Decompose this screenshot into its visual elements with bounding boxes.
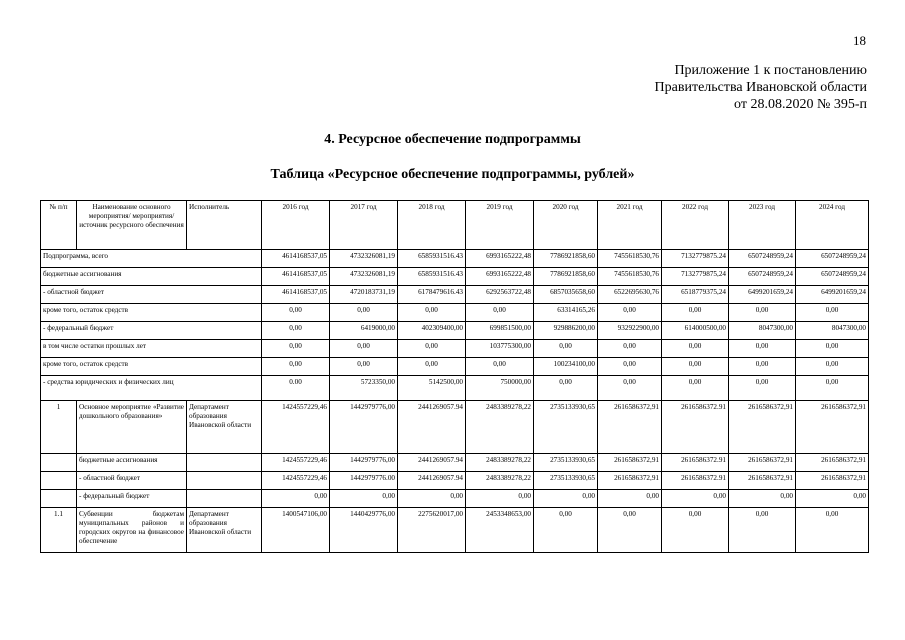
table-row-item-1	[41, 401, 869, 454]
value-cell: 0,00	[534, 340, 598, 358]
value-cell: 932922900,00	[598, 322, 662, 340]
value-cell: 0,00	[662, 304, 729, 322]
value-cell: 6499201659,24	[796, 286, 869, 304]
item-number: 1	[41, 401, 77, 454]
value-cell: 2735133930,65	[534, 401, 598, 454]
value-cell: 6507248959,24	[796, 250, 869, 268]
value-cell: 5723350,00	[330, 376, 398, 401]
value-cell: 7786921858,60	[534, 250, 598, 268]
value-cell: 7455618530,76	[598, 250, 662, 268]
value-cell: 0,00	[729, 490, 796, 508]
header-cell: 2018 год	[398, 201, 466, 250]
header-cell: № п/п	[41, 201, 77, 250]
value-cell: 6518779375,24	[662, 286, 729, 304]
item-executor: Департамент образования Ивановской области	[187, 401, 262, 454]
value-cell: 0,00	[729, 376, 796, 401]
appendix-note	[655, 62, 867, 113]
value-cell: 2483389278,22	[466, 472, 534, 490]
empty-cell	[187, 490, 262, 508]
value-cell: 2453348653,00	[466, 508, 534, 553]
value-cell: 0,00	[598, 376, 662, 401]
empty-cell	[41, 454, 77, 472]
empty-cell	[187, 454, 262, 472]
value-cell: 4614168537,05	[262, 250, 330, 268]
item-1-1-rows	[41, 508, 869, 553]
value-cell: 0,00	[262, 322, 330, 340]
table-row	[41, 340, 869, 358]
value-cell: 4614168537,05	[262, 268, 330, 286]
value-cell: 0,00	[598, 304, 662, 322]
value-cell: 0,00	[398, 340, 466, 358]
value-cell: 0,00	[534, 508, 598, 553]
item-name: Основное мероприятие «Развитие дошкольного образования»	[77, 401, 187, 454]
value-cell: 7786921858,60	[534, 268, 598, 286]
header-cell: 2017 год	[330, 201, 398, 250]
value-cell: 2616586372,91	[796, 401, 869, 454]
value-cell: 2616586372,91	[598, 472, 662, 490]
value-cell: 614000500,00	[662, 322, 729, 340]
value-cell: 1424557229,46	[262, 401, 330, 454]
value-cell: 0,00	[796, 358, 869, 376]
value-cell: 0,00	[729, 358, 796, 376]
value-cell: 1442979776.00	[330, 472, 398, 490]
value-cell: 402309400,00	[398, 322, 466, 340]
value-cell: 0,00	[466, 304, 534, 322]
table-row	[41, 472, 869, 490]
value-cell: 0,00	[330, 490, 398, 508]
value-cell: 6993165222,48	[466, 268, 534, 286]
item-name: Субвенции бюджетам муниципальных районов и городских округов на финансовое обеспечение	[77, 508, 187, 553]
header-cell: 2024 год	[796, 201, 869, 250]
table-row	[41, 376, 869, 401]
value-cell: 0,00	[330, 340, 398, 358]
row-label: в том числе остатки прошлых лет	[41, 340, 262, 358]
value-cell: 2616586372,91	[729, 401, 796, 454]
value-cell: 6292563722,48	[466, 286, 534, 304]
value-cell: 0,00	[729, 340, 796, 358]
value-cell: 0,00	[398, 304, 466, 322]
row-label: - областной бюджет	[77, 472, 187, 490]
value-cell: 0,00	[662, 358, 729, 376]
row-label: - федеральный бюджет	[77, 490, 187, 508]
empty-cell	[41, 472, 77, 490]
value-cell: 6993165222,48	[466, 250, 534, 268]
value-cell: 2616586372,91	[598, 454, 662, 472]
value-cell: 4732326081,19	[330, 268, 398, 286]
value-cell: 0.00	[262, 376, 330, 401]
header-cell: 2023 год	[729, 201, 796, 250]
value-cell: 0,00	[262, 304, 330, 322]
value-cell: 0,00	[598, 490, 662, 508]
appendix-line-3: от 28.08.2020 № 395-п	[734, 97, 867, 112]
header-cell: Наименование основного мероприятия/ мероприятия/источник ресурсного обеспечения	[77, 201, 187, 250]
header-cell: 2016 год	[262, 201, 330, 250]
value-cell: 0,00	[796, 304, 869, 322]
value-cell: 8047300,00	[796, 322, 869, 340]
value-cell: 6585931516.43	[398, 268, 466, 286]
value-cell: 0,00	[662, 340, 729, 358]
value-cell: 2441269057.94	[398, 472, 466, 490]
value-cell: 2616586372,91	[729, 454, 796, 472]
value-cell: 0,00	[598, 358, 662, 376]
value-cell: 2616586372,91	[796, 454, 869, 472]
value-cell: 1442979776,00	[330, 454, 398, 472]
empty-cell	[41, 490, 77, 508]
header-cell: Исполнитель	[187, 201, 262, 250]
row-label: Подпрограмма, всего	[41, 250, 262, 268]
value-cell: 0,00	[398, 358, 466, 376]
appendix-line-1: Приложение 1 к постановлению	[674, 63, 867, 78]
value-cell: 8047300,00	[729, 322, 796, 340]
page-number: 18	[853, 33, 866, 48]
row-label: - областной бюджет	[41, 286, 262, 304]
value-cell: 0,00	[330, 358, 398, 376]
value-cell: 2441269057.94	[398, 454, 466, 472]
value-cell: 6178479616.43	[398, 286, 466, 304]
value-cell: 750000,00	[466, 376, 534, 401]
value-cell: 0,00	[398, 490, 466, 508]
value-cell: 2616586372,91	[729, 472, 796, 490]
value-cell: 4732326081,19	[330, 250, 398, 268]
value-cell: 63314165,26	[534, 304, 598, 322]
table-row	[41, 268, 869, 286]
header-cell: 2020 год	[534, 201, 598, 250]
value-cell: 2735133930,65	[534, 454, 598, 472]
value-cell: 2616586372.91	[662, 454, 729, 472]
value-cell: 2483389278,22	[466, 401, 534, 454]
value-cell: 6499201659,24	[729, 286, 796, 304]
value-cell: 1440429776,00	[330, 508, 398, 553]
value-cell: 0,00	[796, 508, 869, 553]
item-1-sub-rows	[41, 454, 869, 508]
table-row	[41, 358, 869, 376]
value-cell: 0,00	[662, 508, 729, 553]
table-row-item-1-1	[41, 508, 869, 553]
table-row	[41, 250, 869, 268]
row-label: - средства юридических и физических лиц	[41, 376, 262, 401]
item-rows	[41, 401, 869, 454]
value-cell: 0,00	[534, 490, 598, 508]
value-cell: 0,00	[796, 490, 869, 508]
value-cell: 103775300,00	[466, 340, 534, 358]
value-cell: 6585931516.43	[398, 250, 466, 268]
value-cell: 2735133930,65	[534, 472, 598, 490]
item-executor: Департамент образования Ивановской области	[187, 508, 262, 553]
value-cell: 2483389278,22	[466, 454, 534, 472]
value-cell: 6507248959,24	[729, 250, 796, 268]
table-row	[41, 454, 869, 472]
summary-rows	[41, 250, 869, 401]
value-cell: 0,00	[534, 376, 598, 401]
header-cell: 2019 год	[466, 201, 534, 250]
header-cell: 2021 год	[598, 201, 662, 250]
value-cell: 6507248959,24	[796, 268, 869, 286]
table-header-row	[41, 201, 869, 250]
value-cell: 0,00	[262, 490, 330, 508]
row-label: кроме того, остаток средств	[41, 358, 262, 376]
table-row	[41, 304, 869, 322]
header-cell: 2022 год	[662, 201, 729, 250]
table-row	[41, 322, 869, 340]
value-cell: 1424557229,46	[262, 454, 330, 472]
value-cell: 7132779875,24	[662, 268, 729, 286]
value-cell: 2616586372,91	[598, 401, 662, 454]
row-label: бюджетные ассигнования	[77, 454, 187, 472]
value-cell: 6857035658,60	[534, 286, 598, 304]
value-cell: 6507248959,24	[729, 268, 796, 286]
value-cell: 0,00	[796, 376, 869, 401]
section-title: 4. Ресурсное обеспечение подпрограммы	[324, 132, 581, 147]
value-cell: 0,00	[466, 490, 534, 508]
value-cell: 0,00	[598, 340, 662, 358]
value-cell: 699851500,00	[466, 322, 534, 340]
value-cell: 0,00	[330, 304, 398, 322]
table-row	[41, 490, 869, 508]
value-cell: 0,00	[262, 340, 330, 358]
appendix-line-2: Правительства Ивановской области	[654, 80, 867, 95]
value-cell: 7132779875.24	[662, 250, 729, 268]
value-cell: 2616586372,91	[796, 472, 869, 490]
value-cell: 0,00	[796, 340, 869, 358]
row-label: бюджетные ассигнования	[41, 268, 262, 286]
value-cell: 6522695630,76	[598, 286, 662, 304]
value-cell: 2616586372.91	[662, 401, 729, 454]
value-cell: 4720183731,19	[330, 286, 398, 304]
value-cell: 1442979776,00	[330, 401, 398, 454]
value-cell: 2275620017,00	[398, 508, 466, 553]
empty-cell	[187, 472, 262, 490]
value-cell: 6419000,00	[330, 322, 398, 340]
value-cell: 0,00	[598, 508, 662, 553]
value-cell: 4614168537,05	[262, 286, 330, 304]
value-cell: 1424557229,46	[262, 472, 330, 490]
value-cell: 0,00	[662, 490, 729, 508]
value-cell: 0,00	[729, 508, 796, 553]
resource-table	[40, 200, 869, 553]
value-cell: 0,00	[729, 304, 796, 322]
value-cell: 5142500,00	[398, 376, 466, 401]
value-cell: 0,00	[662, 376, 729, 401]
value-cell: 2441269057.94	[398, 401, 466, 454]
item-number: 1.1	[41, 508, 77, 553]
table-title: Таблица «Ресурсное обеспечение подпрограммы, рублей»	[270, 167, 635, 182]
value-cell: 1400547106,00	[262, 508, 330, 553]
value-cell: 2616586372.91	[662, 472, 729, 490]
value-cell: 7455618530,76	[598, 268, 662, 286]
value-cell: 100234100,00	[534, 358, 598, 376]
value-cell: 0,00	[262, 358, 330, 376]
table-row	[41, 286, 869, 304]
value-cell: 0,00	[466, 358, 534, 376]
row-label: - федеральный бюджет	[41, 322, 262, 340]
value-cell: 929886200,00	[534, 322, 598, 340]
row-label: кроме того, остаток средств	[41, 304, 262, 322]
